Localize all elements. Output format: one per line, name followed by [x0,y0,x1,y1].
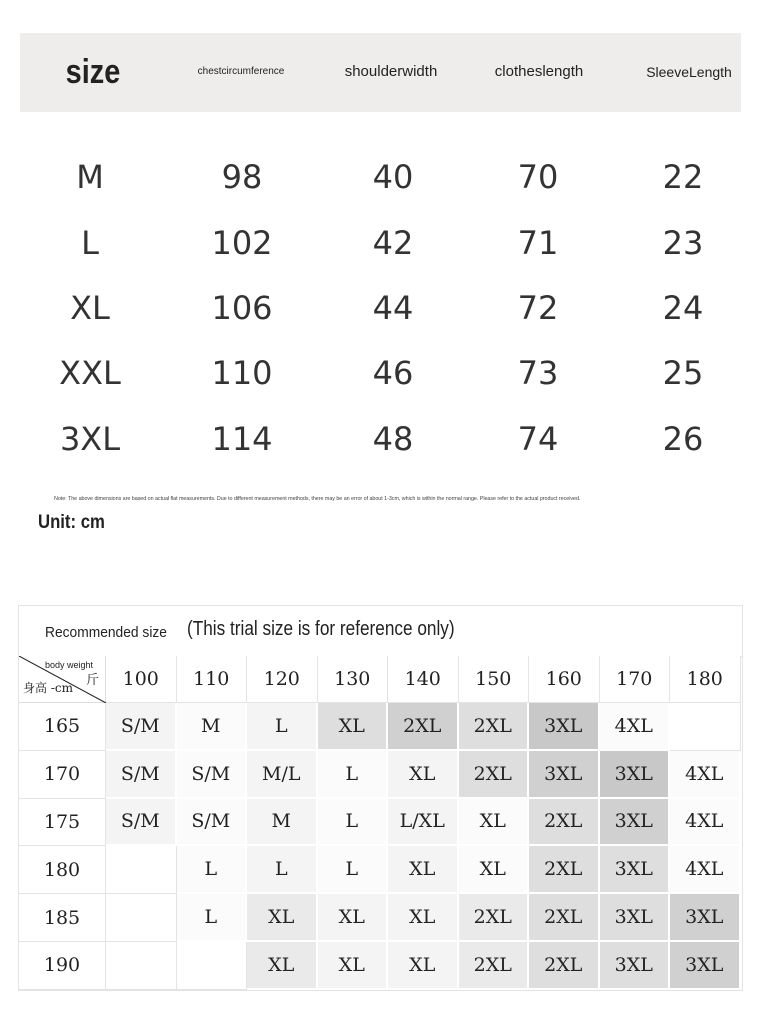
recommended-size-cell: L/XL [388,799,459,847]
length-cell: 72 [517,289,559,327]
recommended-size-cell: 2XL [529,799,600,847]
recommendation-grid [19,656,741,990]
recommended-size-cell: XL [388,751,459,799]
recommended-size-cell [106,942,177,990]
recommended-size-cell: XL [318,942,389,990]
recommended-size-cell: 2XL [459,894,530,942]
recommended-size-cell [106,846,177,894]
length-cell: 73 [517,354,559,392]
sleeve-cell: 24 [662,289,704,327]
recommended-size-cell: S/M [177,799,248,847]
sleeve-cell: 22 [662,158,704,196]
size-row-l [0,223,768,263]
recommended-size-cell: XL [388,942,459,990]
recommended-size-cell: XL [247,942,318,990]
size-cell: M [76,158,104,196]
size-cell: XL [70,289,110,327]
unit-label: Unit: cm [38,512,105,533]
recommended-size-table [18,605,743,991]
recommended-size-cell: 2XL [459,751,530,799]
chest-cell: 106 [211,289,273,327]
size-row-xl [0,288,768,328]
recommended-size-cell: 3XL [600,846,671,894]
recommended-size-cell: XL [247,894,318,942]
recommended-size-cell: 3XL [670,942,741,990]
header-clothes-length: clothes length [494,63,584,81]
recommended-size-cell: L [177,846,248,894]
recommended-size-cell: XL [318,894,389,942]
recommended-size-cell: L [247,703,318,751]
height-cell: 165 [19,703,106,751]
recommended-size-cell: 2XL [459,942,530,990]
shoulder-cell: 44 [372,289,414,327]
recommended-size-title: Recommended size [45,624,167,641]
weight-header-cell: 120 [247,656,318,703]
chest-cell: 98 [221,158,263,196]
recommended-size-cell: 4XL [600,703,671,751]
height-cell: 180 [19,846,106,894]
recommended-size-cell: 2XL [529,942,600,990]
header-sleeve-length: Sleeve Length [646,63,732,80]
recommended-size-cell: 3XL [529,703,600,751]
reference-only-note: (This trial size is for reference only) [187,618,455,640]
recommended-size-cell: M [177,703,248,751]
height-cell: 170 [19,751,106,799]
recommended-size-cell: S/M [106,703,177,751]
recommended-size-cell: XL [388,846,459,894]
recommended-size-cell: M [247,799,318,847]
size-cell: 3XL [59,420,121,458]
shoulder-cell: 48 [372,420,414,458]
header-chest-circumference: chest circumference [197,66,285,78]
size-row-xxl [0,353,768,393]
recommended-size-cell: XL [459,846,530,894]
shoulder-cell: 42 [372,224,414,262]
recommended-size-cell [670,703,741,751]
weight-header-cell: 100 [106,656,177,703]
recommended-size-cell: XL [388,894,459,942]
recommended-size-cell: 2XL [459,703,530,751]
recommended-size-cell [106,894,177,942]
recommended-size-cell: L [318,751,389,799]
recommended-size-cell: 3XL [600,799,671,847]
weight-header-cell: 180 [670,656,741,703]
recommended-size-cell: L [177,894,248,942]
recommended-size-cell: S/M [106,799,177,847]
weight-header-cell: 150 [459,656,530,703]
recommended-size-title-bar [19,606,742,657]
size-cell: XXL [59,354,121,392]
shoulder-cell: 46 [372,354,414,392]
recommended-size-cell: 2XL [388,703,459,751]
height-cell: 185 [19,894,106,942]
recommended-size-cell [177,942,248,990]
recommended-size-cell: 4XL [670,751,741,799]
recommended-size-cell: 3XL [529,751,600,799]
weight-unit-label: 斤 [85,673,99,688]
recommended-size-cell: 3XL [600,751,671,799]
recommended-size-cell: M/L [247,751,318,799]
chest-cell: 110 [211,354,273,392]
recommended-size-cell: S/M [106,751,177,799]
table-corner-header [19,656,106,703]
weight-header-cell: 160 [529,656,600,703]
recommended-size-cell: 2XL [529,894,600,942]
weight-header-cell: 140 [388,656,459,703]
chest-cell: 114 [211,420,273,458]
chest-cell: 102 [211,224,273,262]
recommended-size-cell: 4XL [670,846,741,894]
size-row-m [0,157,768,197]
size-cell: L [81,224,99,262]
header-shoulder-width: shoulder width [344,63,438,81]
measurement-note: Note: The above dimensions are based on actual flat measurements. Due to different measurement methods, there may be an error of about 1-3cm, which is within the normal range. Please refer to the actual product received. [54,496,581,502]
size-row-3xl [0,419,768,459]
shoulder-cell: 40 [372,158,414,196]
length-cell: 70 [517,158,559,196]
recommended-size-cell: XL [459,799,530,847]
recommended-size-cell: 4XL [670,799,741,847]
recommended-size-cell: 3XL [670,894,741,942]
body-weight-label: body weight [45,660,94,670]
size-chart-header [20,33,741,112]
length-cell: 74 [517,420,559,458]
recommended-size-cell: 2XL [529,846,600,894]
height-cell: 175 [19,799,106,847]
recommended-size-cell: 3XL [600,942,671,990]
recommended-size-cell: L [247,846,318,894]
sleeve-cell: 23 [662,224,704,262]
recommended-size-cell: L [318,799,389,847]
sleeve-cell: 25 [662,354,704,392]
weight-header-cell: 110 [177,656,248,703]
sleeve-cell: 26 [662,420,704,458]
height-label: 身高 -cm [23,681,73,695]
weight-header-cell: 170 [600,656,671,703]
weight-header-cell: 130 [318,656,389,703]
height-cell: 190 [19,942,106,990]
length-cell: 71 [517,224,559,262]
header-size: size [65,53,121,92]
recommended-size-cell: L [318,846,389,894]
recommended-size-cell: XL [318,703,389,751]
recommended-size-cell: S/M [177,751,248,799]
recommended-size-cell: 3XL [600,894,671,942]
